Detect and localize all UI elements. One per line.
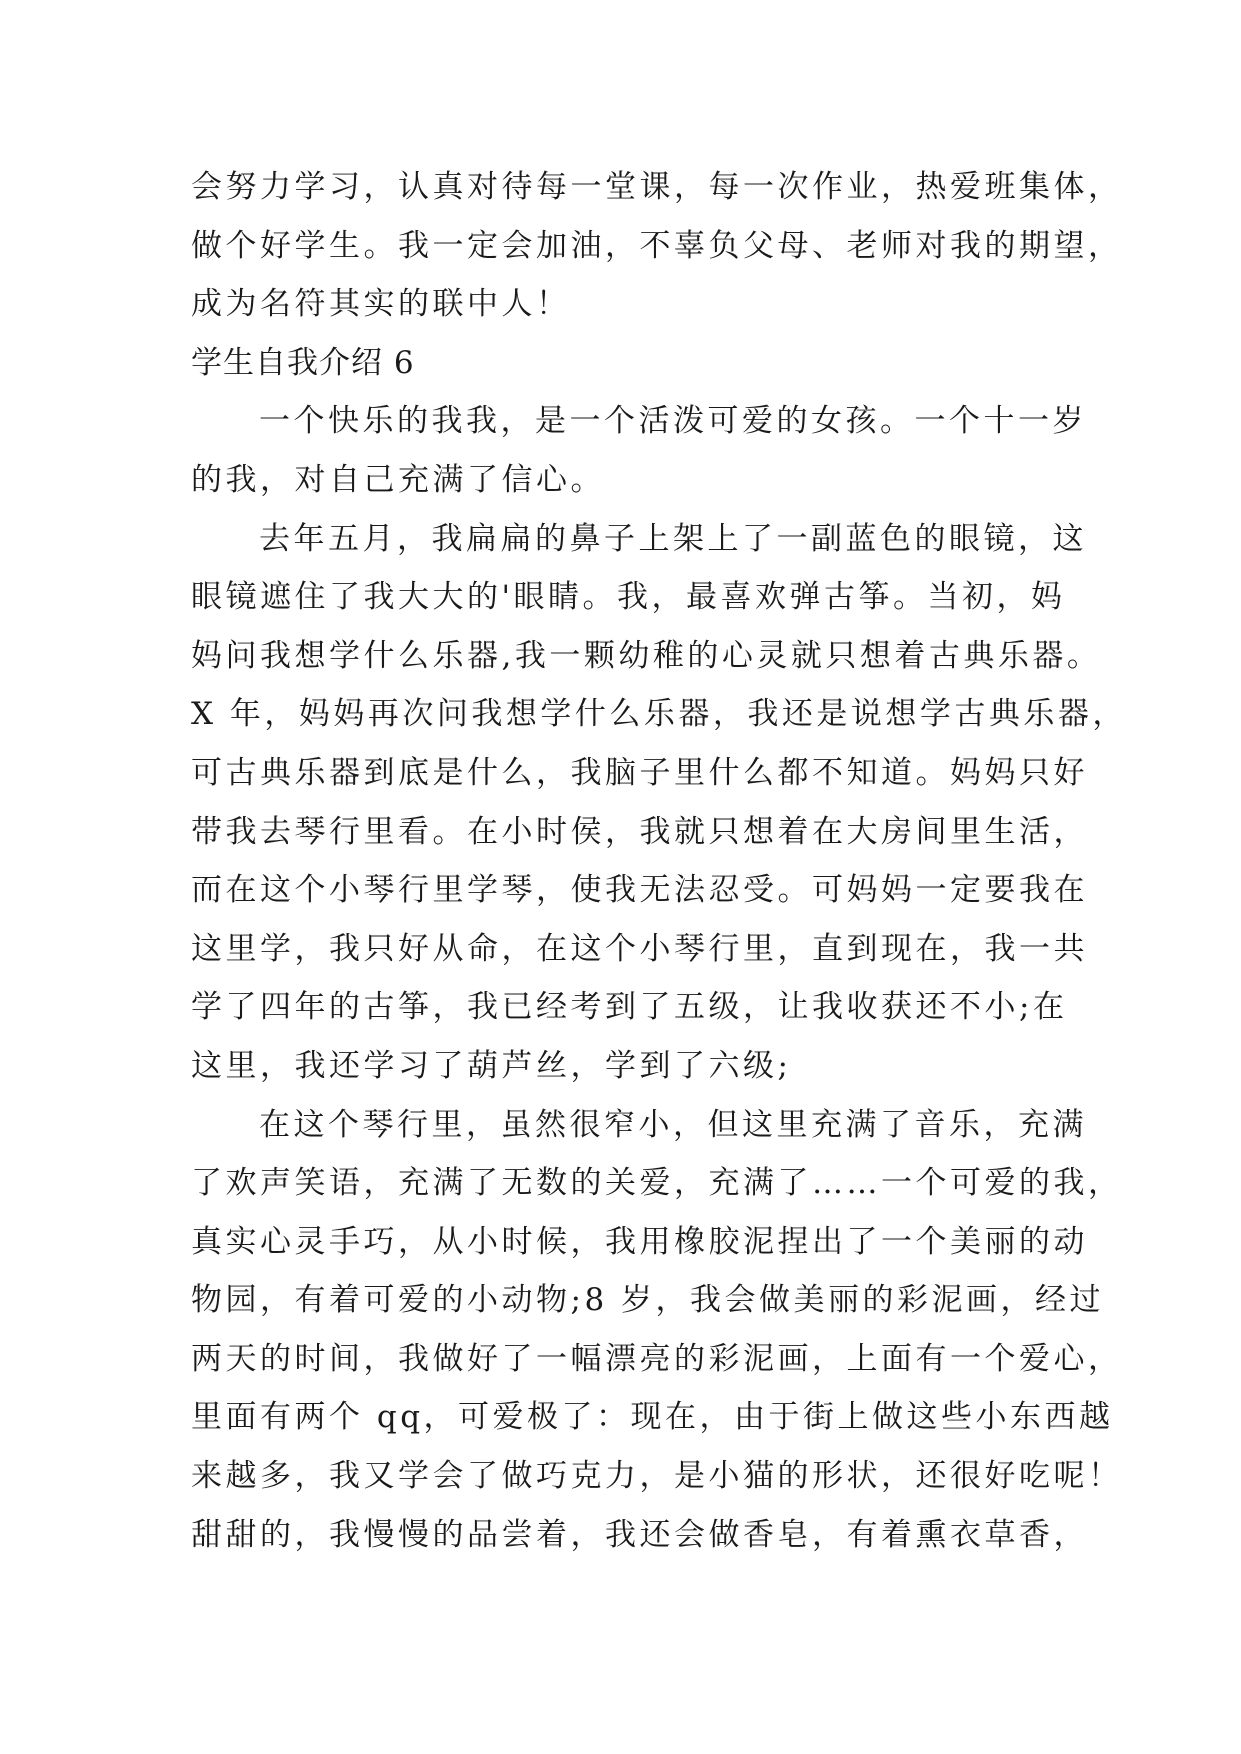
text-line: 学了四年的古筝，我已经考到了五级，让我收获还不小;在 — [191, 989, 1068, 1026]
text-line: 真实心灵手巧，从小时候，我用橡胶泥捏出了一个美丽的动 — [191, 1223, 1088, 1260]
text-line: 两天的时间，我做好了一幅漂亮的彩泥画，上面有一个爱心， — [191, 1340, 1123, 1377]
text-line: X 年，妈妈再次问我想学什么乐器，我还是说想学古典乐器， — [191, 696, 1127, 733]
paragraph — [191, 392, 1087, 509]
text-line: 的我，对自己充满了信心。 — [191, 461, 605, 498]
text-line: 会努力学习，认真对待每一堂课，每一次作业，热爱班集体， — [191, 169, 1123, 205]
document-body — [191, 158, 1127, 1564]
text-line: 在这个琴行里，虽然很窄小，但这里充满了音乐，充满 — [259, 1106, 1087, 1143]
section-title: 学生自我介绍 6 — [191, 344, 415, 381]
text-line: 这里，我还学习了葫芦丝，学到了六级; — [191, 1047, 792, 1084]
text-line: 物园，有着可爱的小动物;8 岁，我会做美丽的彩泥画，经过 — [191, 1282, 1105, 1319]
text-line: 甜甜的，我慢慢的品尝着，我还会做香皂，有着熏衣草香， — [191, 1516, 1088, 1553]
text-line: 了欢声笑语，充满了无数的关爱，充满了……一个可爱的我， — [191, 1165, 1123, 1202]
text-line: 一个快乐的我我，是一个活泼可爱的女孩。一个十一岁 — [259, 403, 1087, 440]
text-line: 来越多，我又学会了做巧克力，是小猫的形状，还很好吃呢！ — [191, 1458, 1123, 1495]
text-line: 成为名符其实的联中人！ — [191, 286, 571, 323]
text-line: 眼镜遮住了我大大的'眼睛。我，最喜欢弹古筝。当初，妈 — [191, 579, 1066, 616]
text-line: 妈问我想学什么乐器,我一颗幼稚的心灵就只想着古典乐器。 — [191, 637, 1102, 674]
text-line: 去年五月，我扁扁的鼻子上架上了一副蓝色的眼镜，这 — [259, 520, 1087, 557]
text-line: 做个好学生。我一定会加油，不辜负父母、老师对我的期望， — [191, 227, 1123, 264]
text-line: 带我去琴行里看。在小时侯，我就只想着在大房间里生活， — [191, 813, 1088, 850]
text-line: 可古典乐器到底是什么，我脑子里什么都不知道。妈妈只好 — [191, 754, 1088, 791]
text-line: 里面有两个 qq，可爱极了：现在，由于街上做这些小东西越 — [191, 1399, 1114, 1436]
text-line: 而在这个小琴行里学琴，使我无法忍受。可妈妈一定要我在 — [191, 872, 1088, 909]
paragraph — [191, 510, 1127, 1096]
text-line: 这里学，我只好从命，在这个小琴行里，直到现在，我一共 — [191, 930, 1088, 967]
paragraph — [191, 1096, 1123, 1565]
